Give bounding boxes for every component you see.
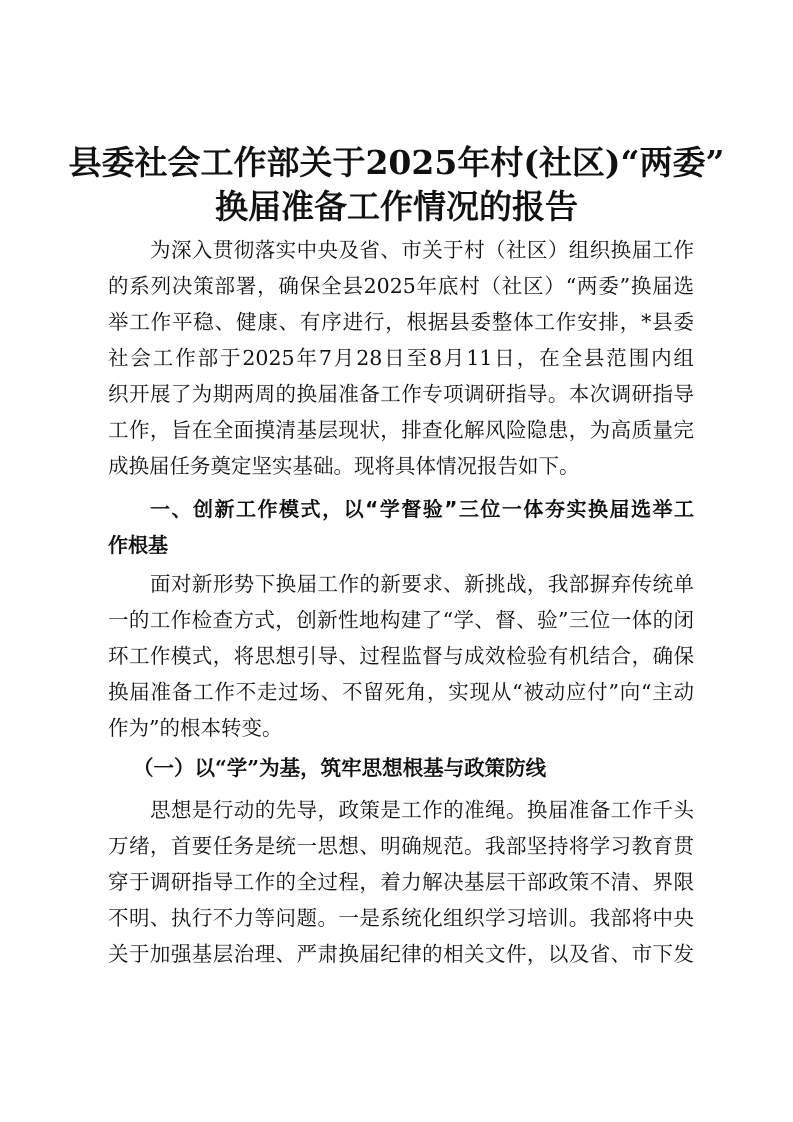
intro-line-7: 成换届任务奠定坚实基础。现将具体情况报告如下。 [108,454,580,478]
section-heading-1-line-2: 作根基 [108,533,168,557]
document-title-line-2: 换届准备工作情况的报告 [215,187,578,226]
intro-line-3: 举工作平稳、健康、有序进行，根据县委整体工作安排，*县委 [108,310,694,334]
section-1-line-4: 换届准备工作不走过场、不留死角，实现从“被动应付”向“主动 [108,680,694,704]
intro-line-4: 社会工作部于2025年7月28日至8月11日，在全县范围内组 [108,346,694,370]
subsection-1-line-2: 万绪，首要任务是统一思想、明确规范。我部坚持将学习教育贯 [108,834,694,858]
section-1-line-2: 一的工作检查方式，创新性地构建了“学、督、验”三位一体的闭 [108,608,694,632]
subsection-1-line-3: 穿于调研指导工作的全过程，着力解决基层干部政策不清、界限 [108,870,694,894]
section-heading-1-line-1: 一、创新工作模式，以“学督验”三位一体夯实换届选举工 [150,497,694,521]
document-title-line-1: 县委社会工作部关于2025年村(社区)“两委” [68,143,725,182]
subsection-1-line-4: 不明、执行不力等问题。一是系统化组织学习培训。我部将中央 [108,906,694,930]
subsection-1-line-5: 关于加强基层治理、严肃换届纪律的相关文件，以及省、市下发 [108,942,694,966]
intro-line-2: 的系列决策部署，确保全县2025年底村（社区）“两委”换届选 [108,274,694,298]
intro-line-5: 织开展了为期两周的换届准备工作专项调研指导。本次调研指导 [108,382,694,406]
section-1-line-3: 环工作模式，将思想引导、过程监督与成效检验有机结合，确保 [108,644,694,668]
subsection-heading-1: （一）以“学”为基，筑牢思想根基与政策防线 [133,756,547,780]
section-1-line-5: 作为”的根本转变。 [108,716,283,740]
subsection-1-line-1: 思想是行动的先导，政策是工作的准绳。换届准备工作千头 [150,798,694,822]
section-1-line-1: 面对新形势下换届工作的新要求、新挑战，我部摒弃传统单 [150,572,694,596]
intro-line-6: 工作，旨在全面摸清基层现状，排查化解风险隐患，为高质量完 [108,418,694,442]
intro-line-1: 为深入贯彻落实中央及省、市关于村（社区）组织换届工作 [150,238,694,262]
